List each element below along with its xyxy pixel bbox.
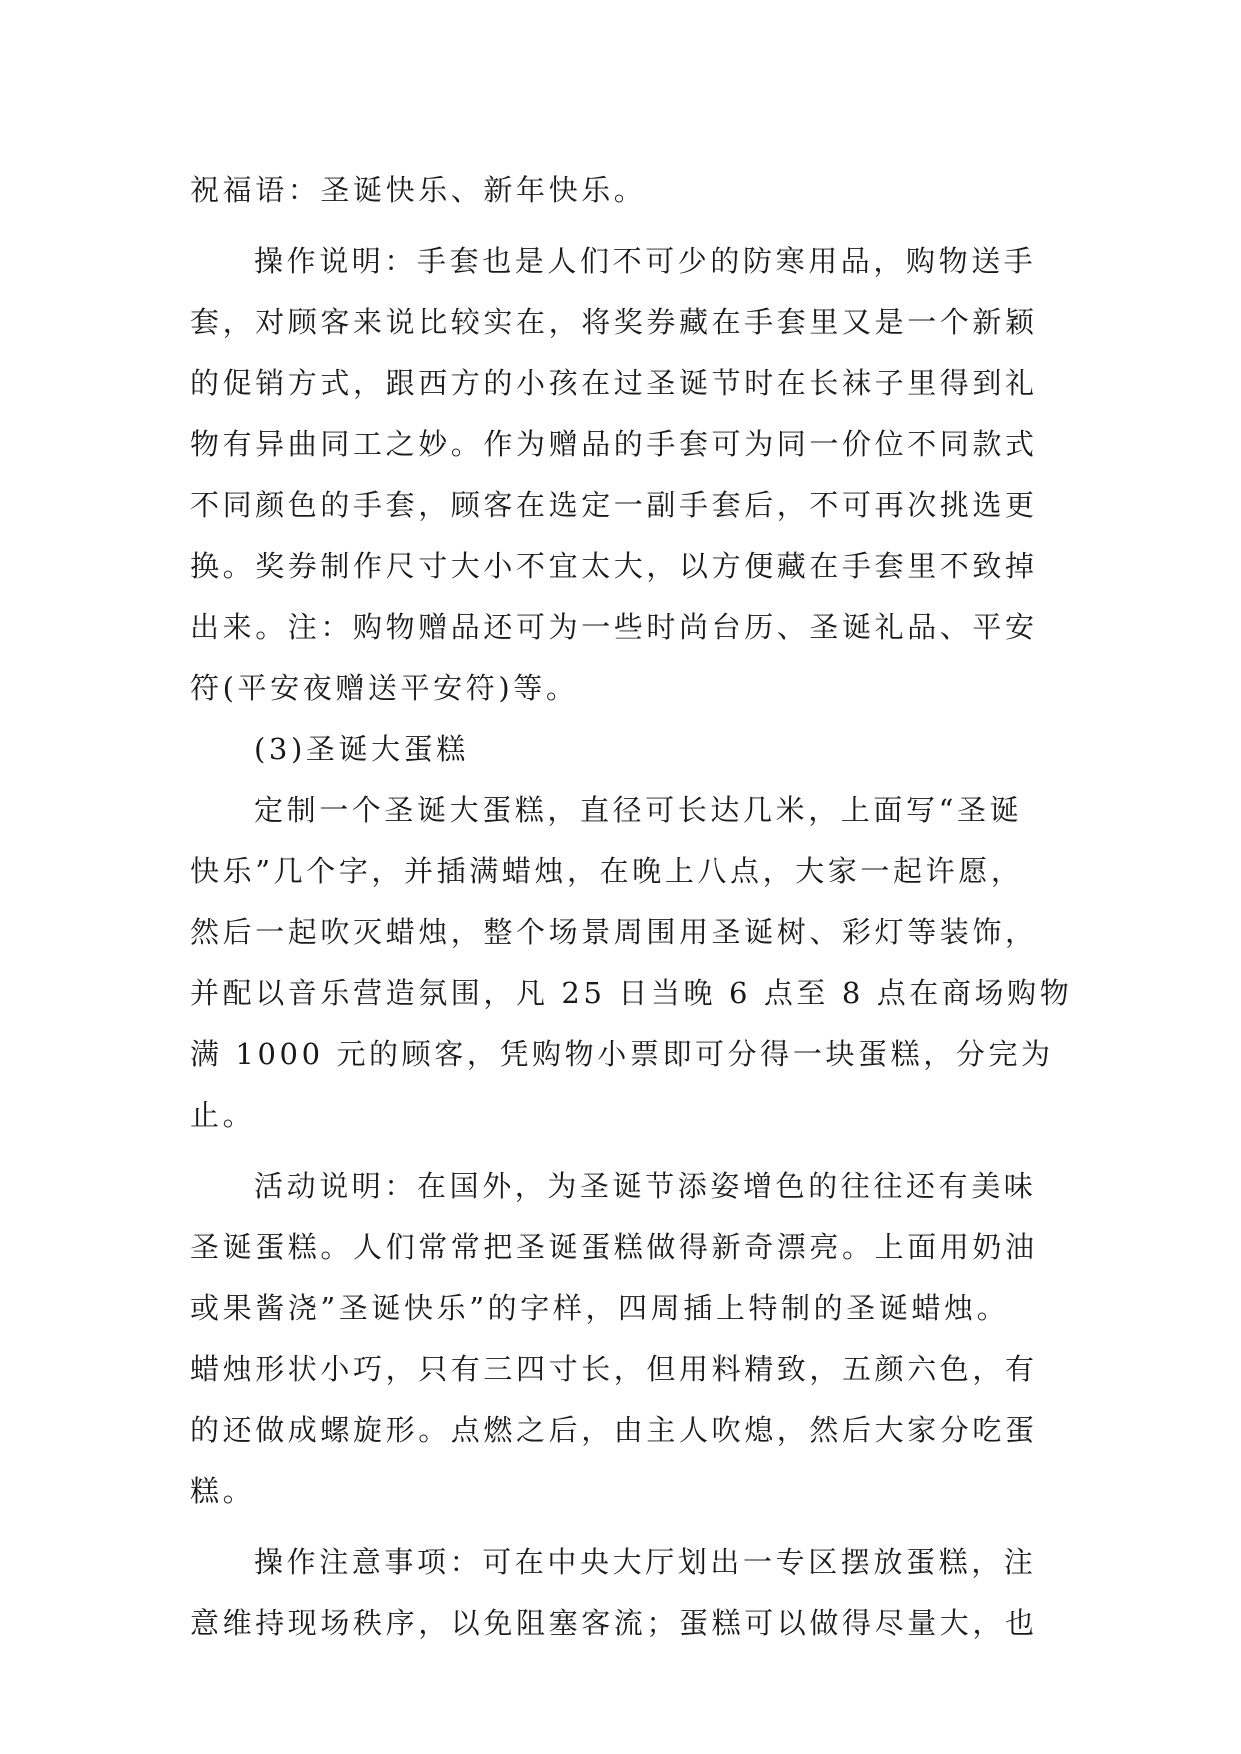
text-line: 不同颜色的手套，顾客在选定一副手套后，不可再次挑选更 [190, 488, 1038, 522]
section-heading: (3)圣诞大蛋糕 [254, 732, 469, 766]
text-line: 或果酱浇”圣诞快乐”的字样，四周插上特制的圣诞蜡烛。 [190, 1291, 1010, 1325]
text-line: 出来。注：购物赠品还可为一些时尚台历、圣诞礼品、平安 [190, 610, 1038, 644]
text-line: 圣诞蛋糕。人们常常把圣诞蛋糕做得新奇漂亮。上面用奶油 [190, 1230, 1038, 1264]
text-line: 的还做成螺旋形。点燃之后，由主人吹熄，然后大家分吃蛋 [190, 1413, 1038, 1447]
text-line: 祝福语：圣诞快乐、新年快乐。 [190, 173, 647, 207]
text-line: 然后一起吹灭蜡烛，整个场景周围用圣诞树、彩灯等装饰， [190, 915, 1038, 949]
paragraph-start-line: 操作注意事项：可在中央大厅划出一专区摆放蛋糕，注 [254, 1545, 1037, 1579]
text-line: 物有异曲同工之妙。作为赠品的手套可为同一价位不同款式 [190, 427, 1038, 461]
paragraph-start-line: 操作说明：手套也是人们不可少的防寒用品，购物送手 [254, 244, 1037, 278]
text-line: 换。奖券制作尺寸大小不宜太大，以方便藏在手套里不致掉 [190, 549, 1038, 583]
text-line: 的促销方式，跟西方的小孩在过圣诞节时在长袜子里得到礼 [190, 366, 1038, 400]
text-line: 符(平安夜赠送平安符)等。 [190, 671, 579, 705]
text-line: 止。 [190, 1098, 256, 1132]
paragraph-start-line: 活动说明：在国外，为圣诞节添姿增色的往往还有美味 [254, 1169, 1037, 1203]
text-line: 并配以音乐营造氛围，凡 25 日当晚 6 点至 8 点在商场购物 [190, 976, 1073, 1010]
text-line: 满 1000 元的顾客，凭购物小票即可分得一块蛋糕，分完为 [190, 1037, 1054, 1071]
text-line: 意维持现场秩序，以免阻塞客流；蛋糕可以做得尽量大，也 [190, 1606, 1038, 1640]
text-line: 套，对顾客来说比较实在，将奖券藏在手套里又是一个新颖 [190, 305, 1038, 339]
paragraph-start-line: 定制一个圣诞大蛋糕，直径可长达几米，上面写“圣诞 [254, 793, 1023, 827]
text-line: 糕。 [190, 1474, 256, 1508]
text-line: 蜡烛形状小巧，只有三四寸长，但用料精致，五颜六色，有 [190, 1352, 1038, 1386]
text-line: 快乐”几个字，并插满蜡烛，在晚上八点，大家一起许愿， [190, 854, 1024, 888]
document-body [190, 160, 1073, 1654]
